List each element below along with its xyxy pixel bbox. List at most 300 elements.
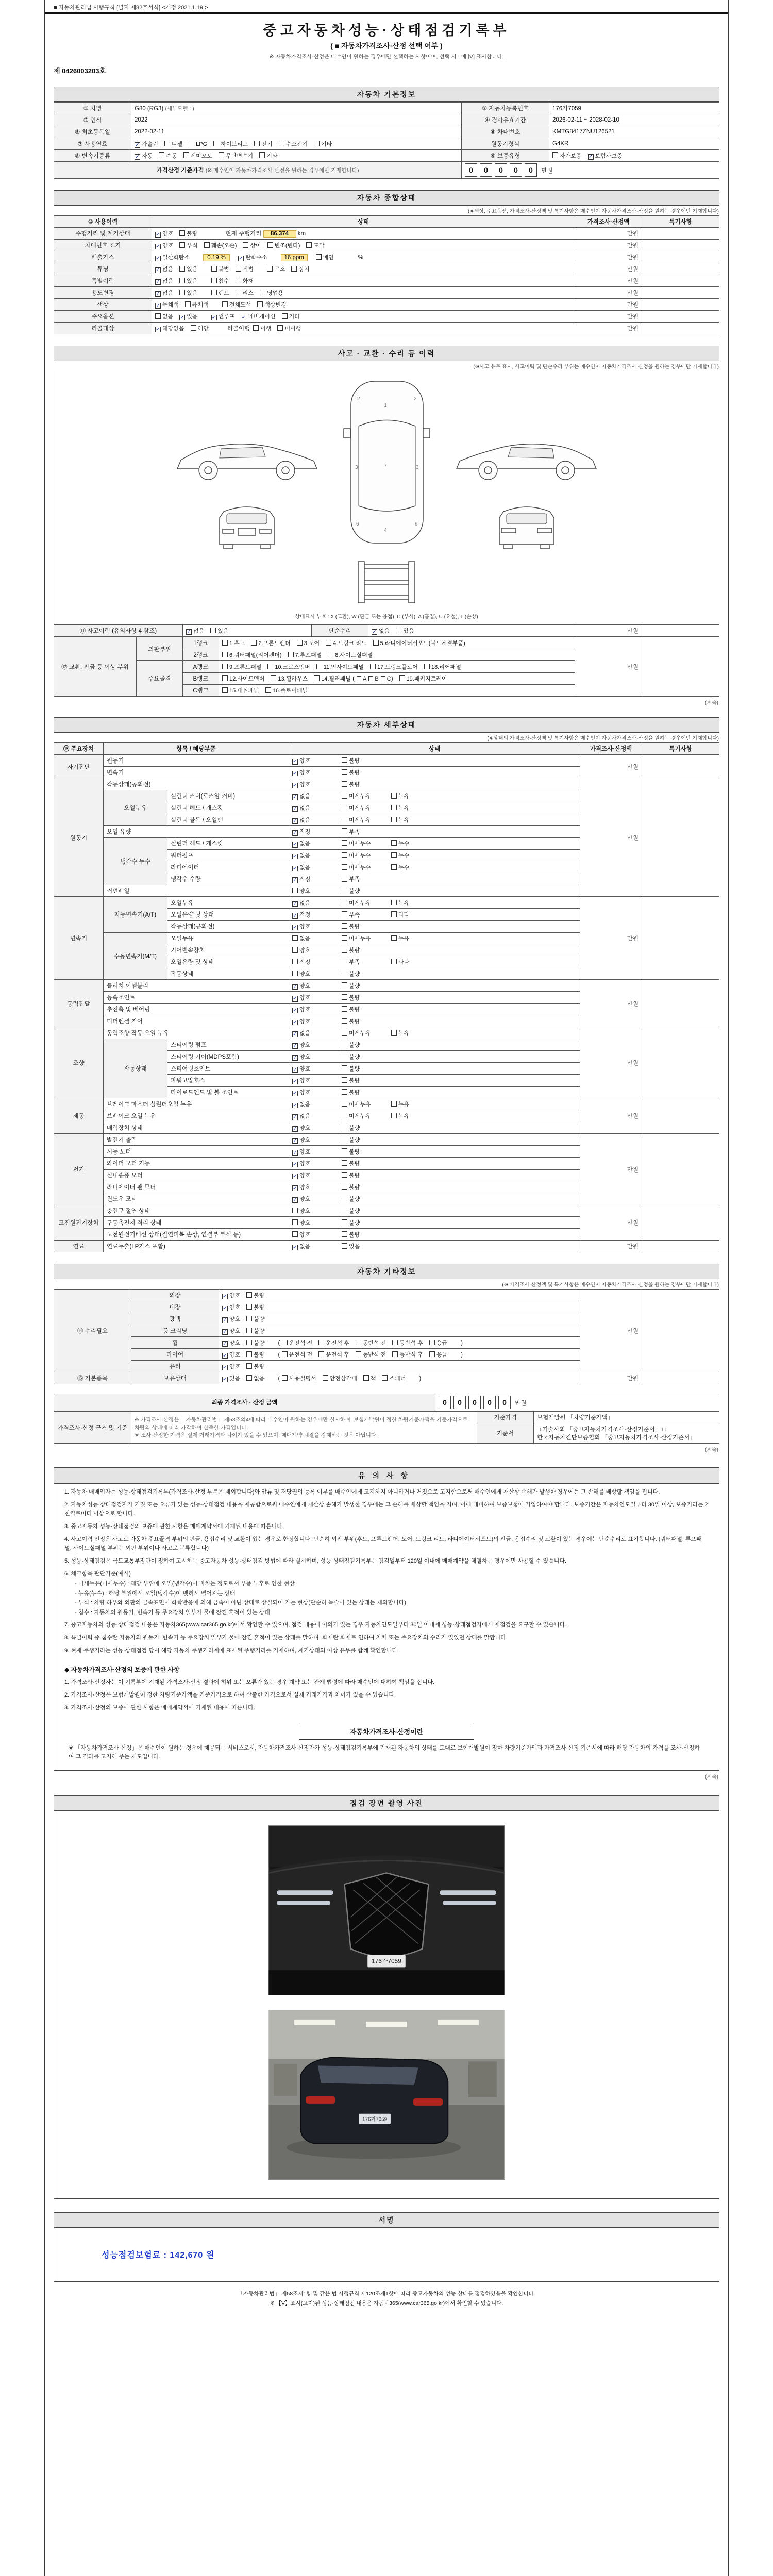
checkbox[interactable]: [342, 1196, 347, 1201]
basic-info-table: [54, 102, 719, 179]
checkbox-label: 양호: [299, 1090, 311, 1096]
checkbox[interactable]: [236, 266, 241, 272]
checkbox[interactable]: [222, 675, 228, 681]
checkbox[interactable]: ✓: [223, 1317, 227, 1323]
checkbox[interactable]: [392, 1340, 398, 1345]
checkbox[interactable]: [236, 290, 241, 295]
checkbox[interactable]: [179, 242, 185, 248]
checkbox-option: [391, 934, 441, 942]
checkbox[interactable]: [314, 675, 320, 681]
checkbox-group: [292, 959, 441, 965]
checkbox[interactable]: [342, 1219, 347, 1225]
basic-items-row: [54, 1372, 719, 1384]
checkbox[interactable]: [342, 876, 347, 882]
checkbox[interactable]: [246, 1375, 252, 1381]
checkbox[interactable]: [222, 687, 228, 693]
checkbox-label: 양호: [299, 1220, 311, 1226]
checkbox[interactable]: ✓: [156, 291, 160, 297]
item-label: 오일누유: [167, 897, 289, 909]
checkbox-option: [588, 151, 623, 160]
checkbox[interactable]: [292, 971, 298, 976]
reg-no-label: ② 자동차등록번호: [462, 103, 549, 114]
diagram-right-column: [449, 425, 604, 559]
checkbox[interactable]: [391, 864, 397, 870]
notice-item: 3. 중고자동차 성능·상태점검의 보증에 관한 사항은 매매계약서에 기재된 내용에 따릅니다.: [64, 1523, 284, 1530]
checkbox[interactable]: ✓: [293, 818, 297, 824]
checkbox[interactable]: [246, 1316, 252, 1321]
checkbox-group: [155, 326, 215, 332]
checkbox-option: [292, 1195, 342, 1203]
checkbox[interactable]: [342, 1208, 347, 1213]
checkbox[interactable]: [222, 664, 228, 669]
checkbox-label: 양호: [299, 983, 311, 989]
checkbox[interactable]: [159, 152, 164, 158]
checkbox[interactable]: [185, 301, 191, 307]
checkbox[interactable]: [246, 1351, 252, 1357]
summary-row: [54, 251, 719, 263]
checkbox[interactable]: ✓: [293, 1031, 297, 1037]
checkbox-option: [246, 1303, 264, 1311]
checkbox[interactable]: ✓: [223, 1329, 227, 1335]
checkbox-option: [342, 1076, 391, 1084]
checkbox-option: [356, 1338, 386, 1347]
checkbox-label: 미세누유: [349, 793, 371, 800]
checkbox[interactable]: ✓: [293, 794, 297, 800]
checkbox[interactable]: [429, 1340, 435, 1345]
checkbox[interactable]: [236, 278, 241, 283]
checkbox[interactable]: [391, 840, 397, 846]
rank-items: [219, 649, 575, 661]
note-cell: [642, 637, 719, 697]
state-cell: [289, 909, 580, 921]
state-cell: [289, 897, 580, 909]
checkbox[interactable]: ✓: [293, 759, 297, 765]
checkbox[interactable]: [288, 652, 294, 657]
checkbox-option: [342, 1005, 391, 1013]
checkbox[interactable]: [342, 982, 347, 988]
checkbox[interactable]: [282, 1351, 288, 1357]
checkbox[interactable]: [382, 1375, 388, 1381]
checkbox[interactable]: [424, 664, 430, 669]
checkbox[interactable]: [391, 793, 397, 799]
checkbox[interactable]: ✓: [293, 1138, 297, 1144]
checkbox[interactable]: [318, 1340, 324, 1345]
checkbox[interactable]: [342, 1172, 347, 1178]
checkbox[interactable]: ✓: [223, 1294, 227, 1299]
checkbox[interactable]: ✓: [223, 1353, 227, 1359]
checkbox[interactable]: [342, 1148, 347, 1154]
simple-repair-state: [368, 625, 575, 637]
checkbox[interactable]: ✓: [156, 303, 160, 309]
checkbox[interactable]: [328, 652, 333, 657]
checkbox[interactable]: [267, 242, 273, 248]
checkbox[interactable]: ✓: [293, 1020, 297, 1025]
checkbox-group: [155, 255, 196, 261]
checkbox[interactable]: [342, 1160, 347, 1166]
checkbox[interactable]: [246, 1363, 252, 1369]
checkbox[interactable]: [291, 266, 297, 272]
checkbox[interactable]: [342, 959, 347, 964]
checkbox[interactable]: [179, 278, 185, 283]
checkbox[interactable]: [356, 1351, 361, 1357]
checkbox[interactable]: ✓: [223, 1306, 227, 1311]
state-cell: [289, 838, 580, 850]
checkbox-option: [246, 1291, 264, 1299]
page-footer: [54, 2289, 719, 2309]
state-cell: [219, 1290, 580, 1301]
checkbox[interactable]: ✓: [135, 154, 140, 160]
checkbox[interactable]: [323, 1375, 328, 1381]
checkbox[interactable]: ✓: [187, 629, 191, 635]
checkbox[interactable]: ✓: [293, 1079, 297, 1084]
checkbox[interactable]: [342, 947, 347, 953]
checkbox[interactable]: [292, 888, 298, 893]
checkbox[interactable]: ✓: [293, 1150, 297, 1156]
checkbox[interactable]: [246, 1292, 252, 1298]
basis-text-1: ※ 가격조사·산정은 「자동차관리법」 제58조의4에 따라 매수인이 원하는 경우에만 실시하며, 보험개발원이 정한 차량기준가액을 기준가격으로 차량의 상태에 따라 가감하여 산출한 가격입니다.: [135, 1417, 468, 1431]
checkbox-group: [292, 1173, 391, 1179]
checkbox[interactable]: [342, 840, 347, 846]
item-label: 스티어링 펌프: [167, 1039, 289, 1051]
checkbox[interactable]: ✓: [293, 913, 297, 919]
checkbox-option: [391, 1112, 441, 1120]
checkbox-group: [222, 1352, 271, 1358]
checkbox[interactable]: [342, 900, 347, 905]
checkbox[interactable]: [396, 628, 401, 633]
checkbox[interactable]: [363, 1375, 369, 1381]
checkbox[interactable]: [391, 1113, 397, 1118]
checkbox[interactable]: [342, 935, 347, 941]
checkbox[interactable]: [370, 664, 376, 669]
checkbox[interactable]: [316, 254, 322, 260]
checkbox[interactable]: [297, 640, 303, 646]
checkbox[interactable]: [267, 664, 273, 669]
checkbox[interactable]: [356, 1340, 361, 1345]
checkbox[interactable]: [342, 757, 347, 763]
checkbox[interactable]: [259, 152, 265, 158]
checkbox[interactable]: [282, 1375, 288, 1381]
checkbox[interactable]: [246, 1340, 252, 1345]
checkbox[interactable]: [222, 640, 228, 646]
checkbox-group: [155, 266, 204, 273]
checkbox[interactable]: [246, 1328, 252, 1333]
checkbox[interactable]: [211, 290, 217, 295]
checkbox[interactable]: ✓: [293, 1197, 297, 1203]
checkbox[interactable]: ✓: [293, 866, 297, 871]
checkbox-option: [241, 312, 275, 320]
checkbox[interactable]: ✓: [293, 783, 297, 788]
checkbox[interactable]: [243, 242, 248, 248]
state-cell: [289, 778, 580, 790]
checkbox[interactable]: [342, 1125, 347, 1130]
checkbox-option: [185, 300, 209, 309]
checkbox[interactable]: ✓: [293, 996, 297, 1002]
item-label: 광택: [131, 1313, 219, 1325]
checkbox[interactable]: [277, 325, 283, 331]
checkbox-label: 과다: [398, 959, 410, 965]
checkbox[interactable]: [368, 676, 373, 681]
checkbox-group: [222, 640, 472, 647]
checkbox[interactable]: [342, 994, 347, 1000]
rank-label: B랭크: [183, 673, 219, 685]
svg-text:2: 2: [413, 396, 417, 402]
checkbox[interactable]: [314, 141, 320, 146]
inspection-photo-rear: [268, 2010, 505, 2180]
checkbox[interactable]: [211, 278, 217, 283]
checkbox-label: 미세누수: [349, 865, 371, 871]
checkbox[interactable]: ✓: [180, 315, 184, 320]
checkbox-option: [164, 140, 182, 148]
checkbox[interactable]: [179, 290, 185, 295]
checkbox[interactable]: ✓: [293, 984, 297, 990]
checkbox[interactable]: ✓: [588, 154, 593, 160]
checkbox-label: 불량: [349, 1137, 360, 1143]
checkbox[interactable]: ✓: [293, 1185, 297, 1191]
checkbox-option: [179, 229, 197, 238]
checkbox[interactable]: [179, 266, 185, 272]
checkbox[interactable]: [292, 1219, 298, 1225]
checkbox[interactable]: [342, 888, 347, 893]
checkbox[interactable]: ✓: [135, 142, 140, 148]
checkbox[interactable]: ✓: [156, 267, 160, 273]
checkbox[interactable]: ✓: [223, 1341, 227, 1347]
checkbox[interactable]: [552, 152, 558, 158]
item-label: 외장: [131, 1290, 219, 1301]
checkbox[interactable]: [254, 141, 260, 146]
checkbox[interactable]: ✓: [241, 315, 246, 320]
checkbox[interactable]: ✓: [293, 901, 297, 907]
checkbox[interactable]: [391, 900, 397, 905]
checkbox[interactable]: [267, 266, 273, 272]
device-label: 제동: [54, 1098, 104, 1134]
base-price-label: [54, 162, 462, 179]
checkbox[interactable]: [342, 1089, 347, 1095]
item-label: 추진축 및 베어링: [104, 1004, 289, 1015]
summary-row: [54, 263, 719, 275]
checkbox-group: [292, 817, 441, 823]
year-value: 2022: [131, 114, 462, 126]
checkbox[interactable]: [391, 817, 397, 822]
checkbox[interactable]: [251, 640, 257, 646]
category-label: 수동변속기(M/T): [104, 933, 167, 980]
checkbox[interactable]: [292, 1231, 298, 1237]
checkbox[interactable]: [391, 805, 397, 810]
checkbox-label: 양호: [299, 1007, 311, 1013]
checkbox[interactable]: [222, 301, 228, 307]
checkbox[interactable]: ✓: [293, 1162, 297, 1167]
checkbox[interactable]: [342, 817, 347, 822]
item-label: 구동축전지 격리 상태: [104, 1217, 289, 1229]
price-cell: 만원: [575, 311, 642, 323]
checkbox[interactable]: [342, 793, 347, 799]
checkbox[interactable]: [342, 828, 347, 834]
checkbox[interactable]: [342, 1137, 347, 1142]
checkbox[interactable]: [342, 1243, 347, 1249]
checkbox[interactable]: [342, 1030, 347, 1036]
checkbox[interactable]: ✓: [293, 771, 297, 776]
checkbox[interactable]: ✓: [293, 1126, 297, 1132]
checkbox[interactable]: [342, 923, 347, 929]
checkbox[interactable]: [222, 652, 228, 657]
checkbox[interactable]: [282, 313, 288, 319]
checkbox[interactable]: ✓: [156, 244, 160, 249]
checkbox[interactable]: [342, 852, 347, 858]
checkbox[interactable]: [342, 1054, 347, 1059]
checkbox[interactable]: ✓: [293, 1091, 297, 1096]
checkbox-label: 없음: [379, 628, 390, 634]
accident-history-state: [183, 625, 312, 637]
checkbox[interactable]: [292, 935, 298, 941]
checkbox-label: 운전석 전: [289, 1352, 313, 1358]
checkbox[interactable]: [164, 141, 170, 146]
checkbox[interactable]: ✓: [293, 1245, 297, 1250]
checkbox[interactable]: [189, 141, 194, 146]
checkbox[interactable]: [260, 290, 265, 295]
checkbox[interactable]: ✓: [156, 256, 160, 261]
checkbox[interactable]: [342, 781, 347, 787]
checkbox[interactable]: [282, 1340, 288, 1345]
checkbox[interactable]: ✓: [156, 232, 160, 238]
checkbox-option: [292, 816, 342, 824]
state-cell: [289, 968, 580, 980]
checkbox[interactable]: [191, 325, 196, 331]
checkbox[interactable]: [257, 301, 263, 307]
checkbox-label: 동반석 후: [399, 1340, 423, 1346]
checkbox[interactable]: [183, 152, 189, 158]
checkbox-option: [246, 1327, 264, 1335]
reg-no-value: 176가7059: [549, 103, 719, 114]
checkbox[interactable]: [342, 971, 347, 976]
checkbox[interactable]: [342, 1101, 347, 1107]
price-digit: 0: [510, 163, 522, 177]
checkbox[interactable]: [318, 1351, 324, 1357]
checkbox[interactable]: ✓: [156, 327, 160, 332]
form-reference: ■ 자동차관리법 시행규칙 [별지 제82호서식] <개정 2021.1.19.>: [54, 5, 208, 11]
checkbox[interactable]: [342, 1042, 347, 1047]
checkbox[interactable]: ✓: [293, 925, 297, 930]
checkbox[interactable]: ✓: [293, 1103, 297, 1108]
item-label: 유리: [131, 1361, 219, 1372]
checkbox[interactable]: ✓: [293, 854, 297, 859]
device-label: 자기진단: [54, 755, 104, 778]
checkbox[interactable]: [391, 935, 397, 941]
checkbox[interactable]: ✓: [156, 279, 160, 285]
checkbox[interactable]: ✓: [293, 1174, 297, 1179]
checkbox[interactable]: [342, 1006, 347, 1012]
pricing-warranty-items: [54, 1678, 719, 1713]
checkbox[interactable]: [342, 1184, 347, 1190]
car-damage-diagram: [54, 371, 719, 624]
checkbox[interactable]: [213, 141, 219, 146]
checkbox[interactable]: [326, 640, 331, 646]
checkbox[interactable]: [399, 675, 405, 681]
checkbox-option: [292, 839, 342, 848]
detail-row: [54, 1134, 719, 1146]
first-reg-value: 2022-02-11: [131, 126, 462, 138]
checkbox[interactable]: [391, 1030, 397, 1036]
checkbox[interactable]: [210, 628, 216, 633]
checkbox[interactable]: [342, 1065, 347, 1071]
checkbox-label: 없음: [299, 936, 311, 942]
checkbox[interactable]: [429, 1351, 435, 1357]
checkbox[interactable]: [211, 266, 217, 272]
checkbox-label: 양호: [299, 1173, 311, 1179]
section-summary-title: 자동차 종합상태: [54, 190, 719, 206]
checkbox[interactable]: [342, 1231, 347, 1237]
checkbox[interactable]: [279, 141, 284, 146]
checkbox[interactable]: [219, 152, 224, 158]
checkbox-label: 이행: [260, 326, 272, 332]
checkbox[interactable]: [316, 664, 322, 669]
checkbox[interactable]: [392, 1351, 398, 1357]
checkbox[interactable]: [381, 676, 385, 681]
checkbox[interactable]: [253, 325, 259, 331]
checkbox[interactable]: [391, 911, 397, 917]
checkbox[interactable]: [155, 313, 161, 319]
checkbox[interactable]: ✓: [293, 877, 297, 883]
checkbox-label: 불량: [349, 1208, 360, 1214]
price-cell: 만원: [580, 897, 642, 980]
item-label: 룸 크리닝: [131, 1325, 219, 1337]
checkbox-group: [292, 1007, 391, 1013]
checkbox[interactable]: [342, 1077, 347, 1083]
checkbox[interactable]: [373, 640, 379, 646]
checkbox[interactable]: [391, 852, 397, 858]
checkbox[interactable]: ✓: [223, 1365, 227, 1370]
checkbox-group: [292, 853, 441, 859]
checkbox[interactable]: [342, 864, 347, 870]
checkbox[interactable]: ✓: [293, 1043, 297, 1049]
checkbox[interactable]: [357, 676, 361, 681]
checkbox[interactable]: [204, 242, 210, 248]
checkbox[interactable]: ✓: [293, 1008, 297, 1013]
checkbox[interactable]: [391, 1101, 397, 1107]
checkbox-label: 운전석 후: [326, 1352, 349, 1358]
checkbox[interactable]: [342, 1018, 347, 1024]
notice-subitem: - 미세누유(미세누수) : 해당 부위에 오일(냉각수)이 비치는 정도로서 부품 노후로 인한 현상: [75, 1581, 295, 1587]
checkbox[interactable]: ✓: [293, 842, 297, 848]
svg-text:6: 6: [414, 521, 418, 527]
item-label: 실린더 블록 / 오일팬: [167, 814, 289, 826]
checkbox[interactable]: [342, 805, 347, 810]
checkbox[interactable]: [306, 242, 312, 248]
checkbox[interactable]: ✓: [223, 1377, 227, 1382]
checkbox[interactable]: [292, 1208, 298, 1213]
checkbox[interactable]: ✓: [293, 1114, 297, 1120]
checkbox[interactable]: ✓: [239, 256, 243, 261]
checkbox[interactable]: [179, 230, 185, 236]
checkbox[interactable]: ✓: [293, 1067, 297, 1073]
checkbox[interactable]: ✓: [293, 1055, 297, 1061]
checkbox[interactable]: [391, 959, 397, 964]
device-label: 연료: [54, 1241, 104, 1252]
checkbox[interactable]: [265, 687, 271, 693]
checkbox-label: 일산화탄소: [162, 255, 190, 261]
checkbox[interactable]: [271, 675, 276, 681]
checkbox[interactable]: ✓: [293, 806, 297, 812]
checkbox[interactable]: [292, 947, 298, 953]
checkbox[interactable]: ✓: [372, 629, 377, 635]
checkbox[interactable]: [342, 769, 347, 775]
checkbox[interactable]: ✓: [293, 830, 297, 836]
checkbox[interactable]: [292, 959, 298, 964]
checkbox[interactable]: [246, 1304, 252, 1310]
checkbox[interactable]: ✓: [211, 315, 216, 320]
rank-items: [219, 637, 575, 649]
checkbox[interactable]: [342, 1113, 347, 1118]
checkbox[interactable]: [342, 911, 347, 917]
pricing-warranty-item: 3. 가격조사·산정의 보증에 관한 사항은 매매계약서에 기재된 내용에 따릅니다.: [64, 1704, 255, 1711]
